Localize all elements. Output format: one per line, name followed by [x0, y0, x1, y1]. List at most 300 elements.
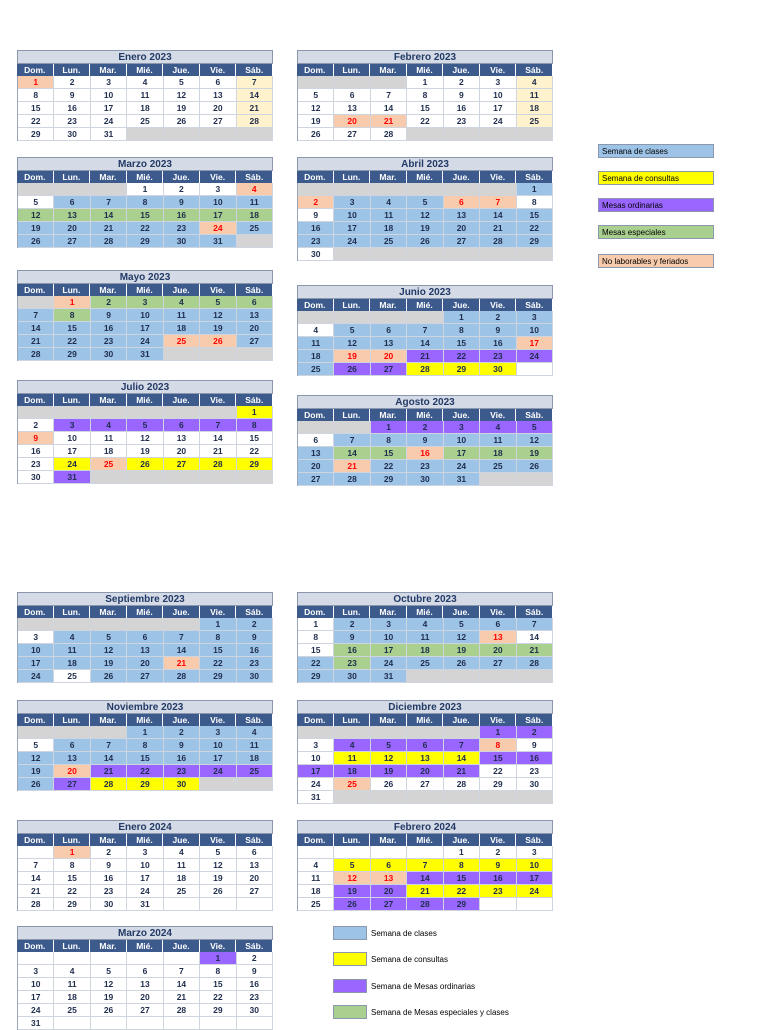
month-calendar [17, 700, 273, 791]
day-cell: 1 [407, 76, 443, 89]
day-of-week-header: Vie. [200, 171, 237, 183]
day-of-week-header: Vie. [200, 940, 237, 952]
day-cell: 10 [371, 631, 407, 644]
day-cell: 28 [334, 473, 370, 486]
month-calendar [17, 820, 273, 911]
day-cell: 14 [164, 978, 200, 991]
day-cell: 13 [444, 209, 480, 222]
day-cell: 19 [91, 991, 127, 1004]
day-cell: 4 [237, 183, 273, 196]
day-cell: 18 [54, 657, 90, 670]
day-cell: 26 [91, 670, 127, 683]
day-cell: 4 [298, 859, 334, 872]
day-cell: 10 [444, 434, 480, 447]
day-cell: 22 [200, 991, 236, 1004]
empty-cell [127, 952, 163, 965]
day-of-week-header: Mié. [127, 834, 164, 846]
day-cell: 28 [164, 1004, 200, 1017]
day-cell: 13 [54, 752, 90, 765]
empty-cell [407, 726, 443, 739]
day-of-week-header: Mié. [127, 394, 164, 406]
day-cell: 7 [164, 965, 200, 978]
day-cell: 20 [127, 657, 163, 670]
empty-cell [298, 183, 334, 196]
empty-cell [480, 791, 516, 804]
day-cell: 27 [127, 670, 163, 683]
day-cell: 13 [164, 432, 200, 445]
day-cell: 18 [127, 102, 163, 115]
day-of-week-header: Vie. [480, 714, 517, 726]
day-cell: 16 [54, 102, 90, 115]
day-cell: 21 [91, 765, 127, 778]
day-cell: 6 [298, 434, 334, 447]
day-cell: 8 [480, 739, 516, 752]
day-cell: 24 [18, 1004, 54, 1017]
day-cell: 13 [127, 978, 163, 991]
day-cell: 19 [298, 115, 334, 128]
day-cell: 1 [127, 183, 163, 196]
day-cell: 8 [18, 89, 54, 102]
day-cell: 18 [298, 885, 334, 898]
empty-cell [334, 791, 370, 804]
day-cell: 21 [407, 885, 443, 898]
legend-item [598, 171, 714, 185]
empty-cell [164, 348, 200, 361]
empty-cell [371, 791, 407, 804]
day-cell: 30 [91, 898, 127, 911]
day-of-week-header: Dom. [17, 284, 54, 296]
day-of-week-header: Mié. [407, 64, 444, 76]
day-cell: 30 [18, 471, 54, 484]
day-cell: 15 [200, 644, 236, 657]
day-of-week-header: Vie. [200, 606, 237, 618]
day-cell: 17 [127, 322, 163, 335]
day-cell: 4 [480, 421, 516, 434]
day-of-week-header: Mar. [90, 834, 127, 846]
empty-cell [18, 952, 54, 965]
empty-cell [444, 183, 480, 196]
month-title: Enero 2024 [17, 820, 273, 834]
day-of-week-header: Dom. [297, 834, 334, 846]
day-cell: 30 [237, 670, 273, 683]
day-cell: 25 [371, 235, 407, 248]
day-cell: 22 [517, 222, 553, 235]
day-cell: 15 [517, 209, 553, 222]
day-cell: 8 [371, 434, 407, 447]
empty-cell [91, 726, 127, 739]
day-cell: 27 [480, 657, 516, 670]
day-cell: 29 [371, 473, 407, 486]
day-cell: 23 [480, 885, 516, 898]
day-cell: 17 [200, 752, 236, 765]
day-cell: 28 [407, 898, 443, 911]
day-cell: 1 [480, 726, 516, 739]
day-cell: 23 [237, 991, 273, 1004]
day-of-week-header: Dom. [297, 714, 334, 726]
day-cell: 6 [334, 89, 370, 102]
day-cell: 15 [127, 209, 163, 222]
day-cell: 10 [127, 309, 163, 322]
day-of-week-header: Lun. [54, 394, 91, 406]
day-cell: 15 [54, 872, 90, 885]
day-cell: 23 [444, 115, 480, 128]
empty-cell [444, 670, 480, 683]
day-cell: 27 [371, 898, 407, 911]
day-cell: 30 [91, 348, 127, 361]
day-cell: 5 [334, 324, 370, 337]
day-of-week-header: Lun. [334, 171, 371, 183]
day-cell: 31 [444, 473, 480, 486]
day-cell: 13 [237, 859, 273, 872]
day-of-week-header: Dom. [17, 940, 54, 952]
day-cell: 6 [371, 324, 407, 337]
day-cell: 29 [237, 458, 273, 471]
day-cell: 15 [237, 432, 273, 445]
day-cell: 16 [237, 644, 273, 657]
day-cell: 20 [164, 445, 200, 458]
day-cell: 26 [517, 460, 553, 473]
day-cell: 20 [54, 222, 90, 235]
day-cell: 20 [371, 350, 407, 363]
day-cell: 18 [480, 447, 516, 460]
day-cell: 27 [54, 778, 90, 791]
day-cell: 31 [91, 128, 127, 141]
month-title: Noviembre 2023 [17, 700, 273, 714]
day-of-week-header: Jue. [443, 606, 480, 618]
day-of-week-header: Mié. [407, 714, 444, 726]
day-cell: 31 [127, 898, 163, 911]
legend-swatch [333, 952, 367, 966]
day-cell: 16 [298, 222, 334, 235]
day-cell: 5 [371, 739, 407, 752]
day-cell: 7 [480, 196, 516, 209]
day-cell: 1 [18, 76, 54, 89]
day-cell: 3 [480, 76, 516, 89]
empty-cell [371, 183, 407, 196]
legend-swatch [333, 926, 367, 940]
empty-cell [371, 311, 407, 324]
legend-item [333, 926, 437, 940]
day-of-week-header: Vie. [200, 394, 237, 406]
day-cell: 25 [298, 898, 334, 911]
day-cell: 12 [444, 631, 480, 644]
day-of-week-header: Lun. [54, 834, 91, 846]
empty-cell [517, 473, 553, 486]
month-calendar [17, 592, 273, 683]
empty-cell [200, 348, 236, 361]
day-cell: 5 [18, 739, 54, 752]
day-cell: 1 [127, 726, 163, 739]
day-cell: 17 [444, 447, 480, 460]
day-cell: 20 [54, 765, 90, 778]
day-cell: 22 [127, 222, 163, 235]
day-cell: 13 [54, 209, 90, 222]
day-cell: 7 [18, 859, 54, 872]
day-cell: 9 [298, 209, 334, 222]
day-cell: 17 [298, 765, 334, 778]
day-cell: 4 [298, 324, 334, 337]
day-cell: 20 [444, 222, 480, 235]
day-of-week-header: Sáb. [516, 409, 553, 421]
day-of-week-header: Lun. [54, 940, 91, 952]
day-cell: 29 [127, 778, 163, 791]
day-cell: 27 [164, 458, 200, 471]
day-of-week-header: Vie. [200, 284, 237, 296]
day-cell: 9 [334, 631, 370, 644]
day-cell: 14 [480, 209, 516, 222]
day-cell: 1 [298, 618, 334, 631]
day-cell: 17 [371, 644, 407, 657]
day-cell: 10 [517, 859, 553, 872]
empty-cell [517, 128, 553, 141]
day-cell: 14 [444, 752, 480, 765]
day-cell: 18 [91, 445, 127, 458]
day-cell: 26 [444, 657, 480, 670]
empty-cell [54, 726, 90, 739]
month-calendar [297, 395, 553, 486]
day-cell: 28 [18, 348, 54, 361]
legend-label: Semana de Mesas ordinarias [371, 981, 476, 991]
day-of-week-header: Mar. [370, 64, 407, 76]
day-cell: 11 [371, 209, 407, 222]
day-cell: 15 [54, 322, 90, 335]
day-cell: 17 [517, 872, 553, 885]
day-cell: 3 [91, 76, 127, 89]
empty-cell [200, 471, 236, 484]
day-cell: 30 [334, 670, 370, 683]
day-cell: 23 [18, 458, 54, 471]
day-cell: 11 [54, 644, 90, 657]
empty-cell [517, 898, 553, 911]
day-cell: 29 [517, 235, 553, 248]
legend-swatch: Mesas ordinarias [598, 198, 714, 212]
day-cell: 24 [200, 222, 236, 235]
day-cell: 3 [444, 421, 480, 434]
day-cell: 24 [127, 335, 163, 348]
day-cell: 4 [371, 196, 407, 209]
empty-cell [237, 348, 273, 361]
day-cell: 10 [91, 89, 127, 102]
day-of-week-header: Vie. [480, 606, 517, 618]
day-cell: 20 [298, 460, 334, 473]
empty-cell [298, 846, 334, 859]
day-cell: 10 [200, 196, 236, 209]
day-cell: 28 [91, 778, 127, 791]
day-of-week-header: Mar. [90, 171, 127, 183]
month-calendar [17, 380, 273, 484]
day-cell: 18 [517, 102, 553, 115]
month-title: Julio 2023 [17, 380, 273, 394]
empty-cell [334, 726, 370, 739]
empty-cell [164, 471, 200, 484]
empty-cell [298, 311, 334, 324]
day-cell: 5 [164, 76, 200, 89]
month-title: Diciembre 2023 [297, 700, 553, 714]
day-of-week-header: Jue. [163, 394, 200, 406]
day-cell: 3 [18, 631, 54, 644]
day-cell: 11 [237, 739, 273, 752]
day-of-week-header: Jue. [443, 409, 480, 421]
empty-cell [91, 183, 127, 196]
day-cell: 28 [407, 363, 443, 376]
day-cell: 5 [407, 196, 443, 209]
day-cell: 10 [18, 644, 54, 657]
day-cell: 26 [18, 235, 54, 248]
day-cell: 28 [91, 235, 127, 248]
day-of-week-header: Mié. [127, 940, 164, 952]
month-title: Agosto 2023 [297, 395, 553, 409]
day-of-week-header: Mié. [407, 409, 444, 421]
day-cell: 28 [237, 115, 273, 128]
day-of-week-header: Mié. [127, 284, 164, 296]
day-cell: 27 [444, 235, 480, 248]
day-cell: 8 [54, 309, 90, 322]
legend-item [333, 1005, 509, 1019]
legend-swatch: No laborables y feriados [598, 254, 714, 268]
month-title: Febrero 2023 [297, 50, 553, 64]
empty-cell [407, 311, 443, 324]
day-cell: 3 [517, 311, 553, 324]
empty-cell [298, 76, 334, 89]
empty-cell [91, 618, 127, 631]
empty-cell [200, 406, 236, 419]
day-of-week-header: Sáb. [236, 714, 273, 726]
day-cell: 11 [164, 309, 200, 322]
day-cell: 30 [164, 235, 200, 248]
day-cell: 28 [480, 235, 516, 248]
month-title: Febrero 2024 [297, 820, 553, 834]
day-cell: 12 [298, 102, 334, 115]
day-cell: 8 [298, 631, 334, 644]
day-cell: 7 [200, 419, 236, 432]
day-cell: 21 [480, 222, 516, 235]
legend-item [598, 144, 714, 158]
day-cell: 5 [91, 631, 127, 644]
day-cell: 4 [54, 631, 90, 644]
day-cell: 24 [444, 460, 480, 473]
day-cell: 9 [480, 324, 516, 337]
month-title: Mayo 2023 [17, 270, 273, 284]
day-of-week-header: Mar. [370, 171, 407, 183]
day-cell: 17 [200, 209, 236, 222]
day-cell: 20 [127, 991, 163, 1004]
day-cell: 13 [298, 447, 334, 460]
day-cell: 8 [54, 859, 90, 872]
day-cell: 16 [91, 872, 127, 885]
day-cell: 3 [54, 419, 90, 432]
day-cell: 12 [371, 752, 407, 765]
day-of-week-header: Jue. [163, 606, 200, 618]
day-cell: 14 [237, 89, 273, 102]
day-of-week-header: Mar. [90, 940, 127, 952]
empty-cell [237, 471, 273, 484]
day-cell: 7 [164, 631, 200, 644]
day-of-week-header: Mar. [90, 284, 127, 296]
day-cell: 29 [54, 898, 90, 911]
day-cell: 22 [444, 885, 480, 898]
day-cell: 24 [91, 115, 127, 128]
day-cell: 9 [480, 859, 516, 872]
empty-cell [517, 248, 553, 261]
day-cell: 8 [407, 89, 443, 102]
empty-cell [407, 183, 443, 196]
day-of-week-header: Jue. [443, 714, 480, 726]
empty-cell [480, 473, 516, 486]
day-of-week-header: Lun. [334, 409, 371, 421]
day-cell: 18 [54, 991, 90, 1004]
month-title: Junio 2023 [297, 285, 553, 299]
day-cell: 24 [18, 670, 54, 683]
day-cell: 2 [444, 76, 480, 89]
empty-cell [480, 248, 516, 261]
day-cell: 31 [54, 471, 90, 484]
day-of-week-header: Sáb. [236, 606, 273, 618]
day-cell: 30 [517, 778, 553, 791]
empty-cell [407, 791, 443, 804]
day-cell: 15 [407, 102, 443, 115]
legend-swatch: Semana de clases [598, 144, 714, 158]
day-of-week-header: Sáb. [516, 299, 553, 311]
month-title: Enero 2023 [17, 50, 273, 64]
day-cell: 11 [298, 337, 334, 350]
day-of-week-header: Jue. [443, 171, 480, 183]
day-of-week-header: Mar. [370, 606, 407, 618]
day-cell: 5 [517, 421, 553, 434]
day-cell: 21 [18, 885, 54, 898]
day-of-week-header: Mié. [407, 299, 444, 311]
day-cell: 18 [407, 644, 443, 657]
day-cell: 12 [200, 309, 236, 322]
day-cell: 30 [298, 248, 334, 261]
day-of-week-header: Mar. [90, 394, 127, 406]
day-cell: 10 [480, 89, 516, 102]
day-cell: 9 [517, 739, 553, 752]
day-of-week-header: Vie. [480, 171, 517, 183]
day-cell: 8 [127, 739, 163, 752]
empty-cell [444, 248, 480, 261]
day-cell: 18 [334, 765, 370, 778]
legend-item [598, 225, 714, 239]
day-cell: 13 [237, 309, 273, 322]
day-cell: 22 [54, 335, 90, 348]
day-cell: 9 [164, 739, 200, 752]
day-cell: 21 [517, 644, 553, 657]
day-cell: 27 [200, 115, 236, 128]
day-cell: 9 [54, 89, 90, 102]
day-cell: 16 [407, 447, 443, 460]
day-cell: 15 [127, 752, 163, 765]
month-title: Septiembre 2023 [17, 592, 273, 606]
day-cell: 2 [91, 296, 127, 309]
day-cell: 4 [517, 76, 553, 89]
day-cell: 10 [334, 209, 370, 222]
empty-cell [91, 952, 127, 965]
day-cell: 27 [54, 235, 90, 248]
day-cell: 22 [371, 460, 407, 473]
day-cell: 6 [480, 618, 516, 631]
day-cell: 3 [127, 846, 163, 859]
day-cell: 1 [200, 952, 236, 965]
day-cell: 16 [237, 978, 273, 991]
day-of-week-header: Mar. [90, 606, 127, 618]
day-cell: 25 [54, 1004, 90, 1017]
legend-item [333, 979, 475, 993]
day-cell: 10 [298, 752, 334, 765]
empty-cell [517, 791, 553, 804]
day-cell: 11 [517, 89, 553, 102]
empty-cell [91, 406, 127, 419]
month-title: Abril 2023 [297, 157, 553, 171]
